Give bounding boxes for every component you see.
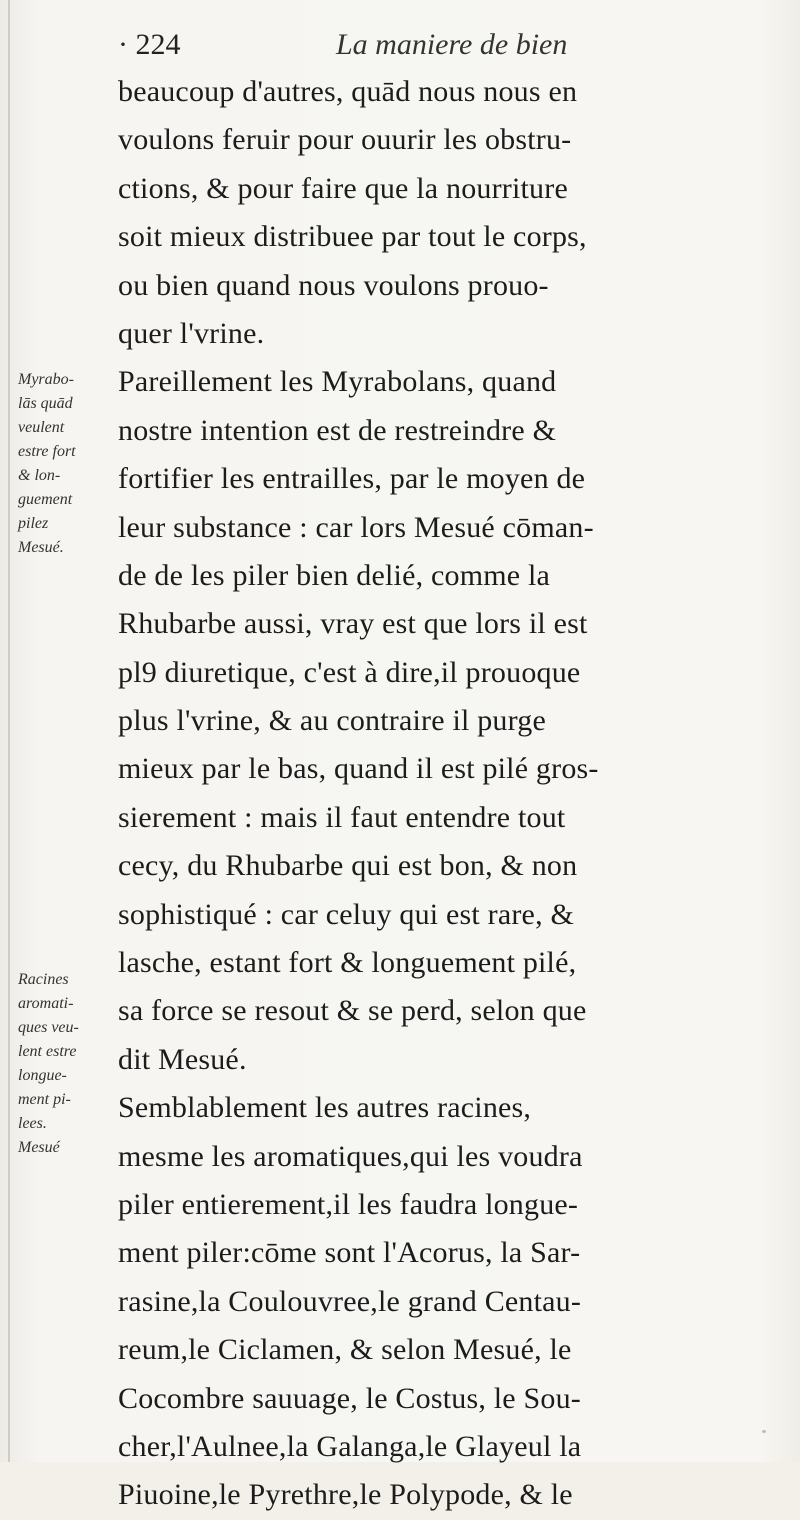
text-line: fortifier les entrailles, par le moyen de (118, 462, 586, 496)
text-line: nostre intention est de restreindre & (118, 413, 557, 447)
text-line: mieux par le bas, quand il est pilé gros- (118, 752, 599, 786)
margin-note-racines (18, 968, 114, 1160)
text-line: sophistiqué : car celuy qui est rare, & (118, 897, 574, 931)
text-line: Pareillement les Myrabolans, quand (118, 365, 557, 399)
text-line: de de les piler bien delié, comme la (118, 558, 551, 592)
text-line: Rhubarbe aussi, vray est que lors il est (118, 607, 588, 641)
margin-note-line: Mesué (18, 1139, 60, 1156)
page-header (118, 28, 718, 68)
margin-note-line: aromati- (18, 995, 74, 1012)
margin-note-line: Racines (18, 971, 69, 988)
text-line: cecy, du Rhubarbe qui est bon, & non (118, 849, 578, 883)
text-line: plus l'vrine, & au contraire il purge (118, 704, 546, 738)
margin-note-line: longue- (18, 1067, 67, 1084)
margin-note-line: estre fort (18, 443, 76, 460)
text-line: ment piler:cōme sont l'Acorus, la Sar- (118, 1236, 581, 1270)
text-line: sierement : mais il faut entendre tout (118, 800, 566, 834)
text-line: rasine,la Coulouvree,le grand Centau- (118, 1284, 582, 1318)
margin-note-line: lent estre (18, 1043, 77, 1060)
page-number: · 224 (118, 28, 181, 61)
paper-speck (762, 1430, 766, 1433)
margin-note-line: guement (18, 491, 73, 508)
text-line: soit mieux distribuee par tout le corps, (118, 220, 587, 254)
paper-speck (232, 1398, 235, 1401)
text-line: pl9 diuretique, c'est à dire,il prouoque (118, 655, 581, 689)
margin-note-myrabolans (18, 368, 114, 560)
text-line: cher,l'Aulnee,la Galanga,le Glayeul la (118, 1429, 582, 1463)
margin-note-line: Mesué. (18, 539, 64, 556)
margin-note-line: & lon- (18, 467, 61, 484)
text-line: Piuoine,le Pyrethre,le Polypode, & le (118, 1478, 573, 1512)
text-line: ctions, & pour faire que la nourriture (118, 171, 568, 205)
text-line: dit Mesué. (118, 1042, 247, 1076)
running-title: La maniere de bien (336, 28, 568, 61)
main-text (118, 68, 778, 1520)
text-line: sa force se resout & se perd, selon que (118, 994, 587, 1028)
text-line: voulons feruir pour ouurir les obstru- (118, 123, 572, 157)
margin-note-line: lees. (18, 1115, 47, 1132)
text-line: beaucoup d'autres, quād nous nous en (118, 75, 578, 108)
text-line: mesme les aromatiques,qui les voudra (118, 1139, 583, 1173)
text-line: leur substance : car lors Mesué cōman- (118, 510, 594, 544)
text-line: reum,le Ciclamen, & selon Mesué, le (118, 1333, 572, 1367)
margin-note-line: lās quād (18, 395, 73, 412)
text-line: ou bien quand nous voulons prouo- (118, 268, 549, 302)
margin-note-line: pilez (18, 515, 49, 532)
text-line: Cocombre sauuage, le Costus, le Sou- (118, 1381, 581, 1415)
text-line: lasche, estant fort & longuement pilé, (118, 946, 577, 980)
text-line: quer l'vrine. (118, 316, 265, 350)
margin-note-line: ques veu- (18, 1019, 79, 1036)
text-line: piler entierement,il les faudra longue- (118, 1187, 579, 1221)
margin-note-line: veulent (18, 419, 65, 436)
page-gutter (8, 0, 10, 1462)
margin-note-line: ment pi- (18, 1091, 71, 1108)
text-line: Semblablement les autres racines, (118, 1091, 532, 1125)
margin-note-line: Myrabo- (18, 371, 74, 388)
